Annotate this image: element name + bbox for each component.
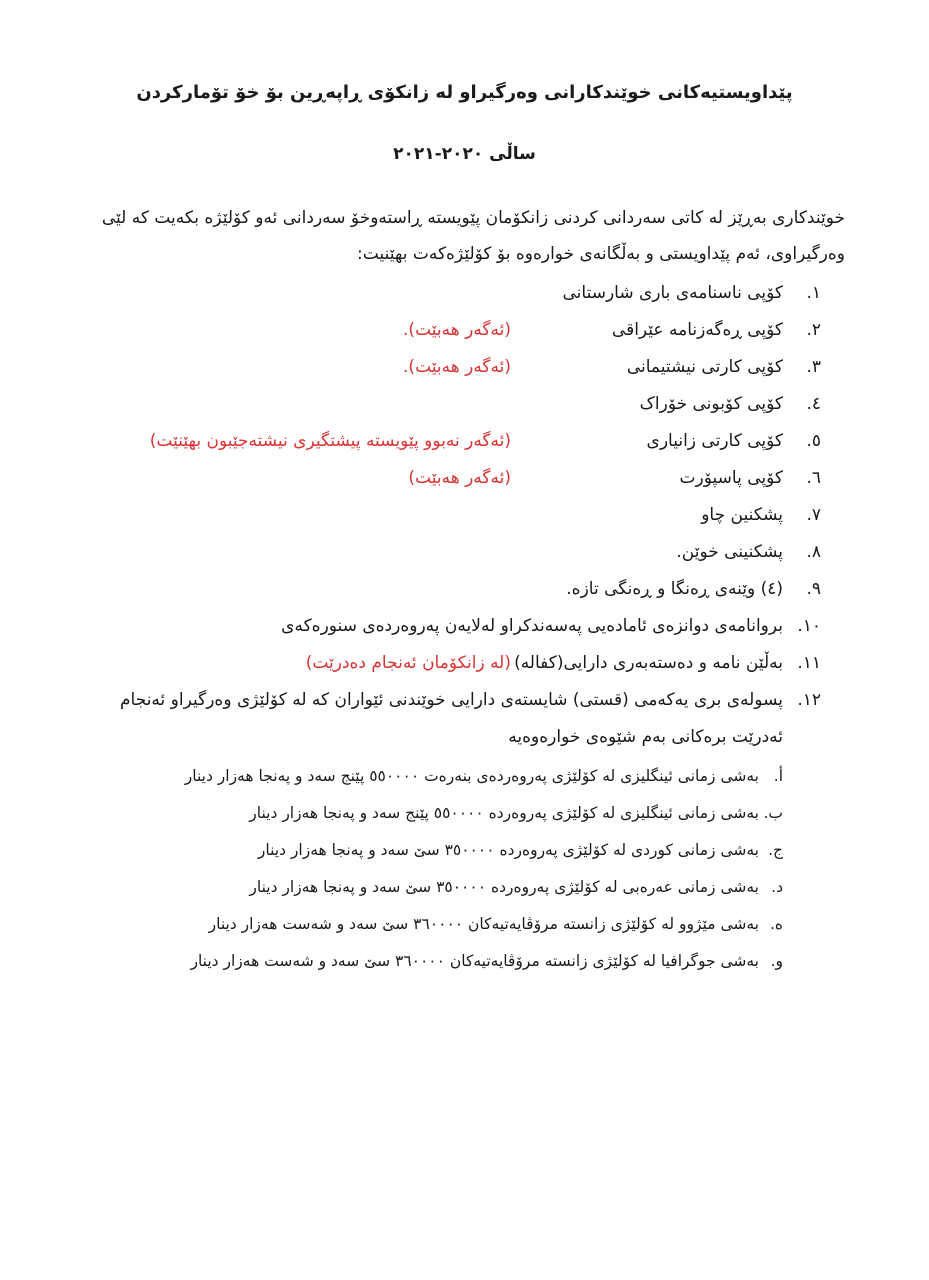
sub-text: بەشی زمانی کوردی لە کۆلێژی پەروەردە ٣٥٠٠٠٠ سێ سەد و پەنجا هەزار دینار xyxy=(257,841,759,859)
sub-text: بەشی جوگرافیا لە کۆلێژی زانستە مرۆڤایەتیەکان ٣٦٠٠٠٠ سێ سەد و شەست هەزار دینار xyxy=(190,952,759,970)
sublist-item xyxy=(79,758,783,795)
sub-letter: د. xyxy=(771,878,783,896)
list-item xyxy=(81,571,821,608)
item-text: کۆپی ڕەگەزنامە عێراقی xyxy=(611,320,783,340)
item-text: کۆپی ناسنامەی باری شارستانی xyxy=(562,283,783,303)
sub-letter: أ. xyxy=(773,767,783,785)
requirements-list xyxy=(81,275,821,756)
item-text: بەڵێن نامە و دەستەبەری دارایی(کفالە) xyxy=(514,653,783,673)
list-item xyxy=(81,497,821,534)
list-item xyxy=(81,682,821,756)
item-number: ١٢. xyxy=(797,690,821,710)
item-number: ٧. xyxy=(806,505,821,525)
item-number: ٤. xyxy=(806,394,821,414)
document-title: پێداویستیەکانی خوێندکارانی وەرگیراو لە زانکۆی ڕاپەڕین بۆ خۆ تۆمارکردن xyxy=(136,82,793,103)
list-item xyxy=(81,460,821,497)
item-text: کۆپی پاسپۆرت xyxy=(679,468,783,488)
item-text: کۆپی کۆبونی خۆراک xyxy=(639,394,783,414)
sub-text: بەشی زمانی ئینگلیزی لە کۆلێژی پەروەردە ٥٥٠٠٠٠ پێنج سەد و پەنجا هەزار دینار xyxy=(249,804,759,822)
list-item xyxy=(81,423,821,460)
item-text: کۆپی کارتی نیشتیمانی xyxy=(626,357,783,377)
item-number: ٣. xyxy=(806,357,821,377)
list-item xyxy=(81,312,821,349)
sub-letter: ج. xyxy=(768,841,783,859)
item-note: (ئەگەر هەبێت). xyxy=(403,320,511,340)
sub-text: بەشی زمانی ئینگلیزی لە کۆلێژی پەروەردەی بنەرەت ٥٥٠٠٠٠ پێنج سەد و پەنجا هەزار دینار xyxy=(184,767,759,785)
sublist-item xyxy=(79,906,783,943)
item-text: پشکنینی خوێن. xyxy=(676,542,783,562)
item-text: پشکنین چاو xyxy=(701,505,783,525)
item-number: ١. xyxy=(806,283,821,303)
fees-sublist xyxy=(79,758,783,980)
item-number: ٥. xyxy=(806,431,821,451)
item-number: ١١. xyxy=(797,653,821,673)
item-number: ٦. xyxy=(806,468,821,488)
sub-text: بەشی زمانی عەرەبی لە کۆلێژی پەروەردە ٣٥٠٠٠٠ سێ سەد و پەنجا هەزار دینار xyxy=(249,878,759,896)
list-item xyxy=(81,386,821,423)
sublist-item xyxy=(79,795,783,832)
item-text: پسولەی بری یەکەمی (قستی) شایستەی دارایی خوێندنی ئێواران کە لە کۆلێژی وەرگیراو ئەنجام ئەدرێت برەکانی بەم شێوەی خوارەوەیە xyxy=(120,690,783,747)
item-note: (ئەگەر هەبێت) xyxy=(408,468,511,488)
item-note: (لە زانکۆمان ئەنجام دەدرێت) xyxy=(305,653,511,673)
sub-letter: و. xyxy=(770,952,783,970)
item-number: ٨. xyxy=(806,542,821,562)
list-item xyxy=(81,275,821,312)
item-text: بروانامەی دوانزەی ئامادەیی پەسەندکراو لەلایەن پەروەردەی سنورەکەی xyxy=(281,616,783,636)
item-number: ٩. xyxy=(806,579,821,599)
sub-letter: ه. xyxy=(769,915,783,933)
intro-paragraph: خوێندکاری بەڕێز لە کاتی سەردانی کردنی زانکۆمان پێویستە ڕاستەوخۆ سەردانی ئەو کۆلێژە بکەیت کە لێی وەرگیراوی، ئەم پێداویستی و بەڵگانەی خوارەوە بۆ کۆلێژەکەت بهێنیت: xyxy=(101,208,845,264)
item-text: کۆپی کارتی زانیاری xyxy=(646,431,783,451)
sublist-item xyxy=(79,869,783,906)
sub-letter: ب. xyxy=(763,804,783,822)
item-note: (ئەگەر نەبوو پێویستە پیشتگیری نیشتەجێبون بهێنێت) xyxy=(149,431,511,451)
sublist-item xyxy=(79,832,783,869)
item-text: (٤) وێنەی ڕەنگا و ڕەنگی تازە. xyxy=(566,579,783,599)
list-item xyxy=(81,645,821,682)
document-year: ساڵی ٢٠٢٠-٢٠٢١ xyxy=(393,144,536,164)
list-item xyxy=(81,608,821,645)
item-number: ٢. xyxy=(806,320,821,340)
item-note: (ئەگەر هەبێت). xyxy=(403,357,511,377)
list-item xyxy=(81,534,821,571)
sub-text: بەشی مێژوو لە کۆلێژی زانستە مرۆڤایەتیەکان ٣٦٠٠٠٠ سێ سەد و شەست هەزار دینار xyxy=(208,915,759,933)
list-item xyxy=(81,349,821,386)
sublist-item xyxy=(79,943,783,980)
item-number: ١٠. xyxy=(797,616,821,636)
